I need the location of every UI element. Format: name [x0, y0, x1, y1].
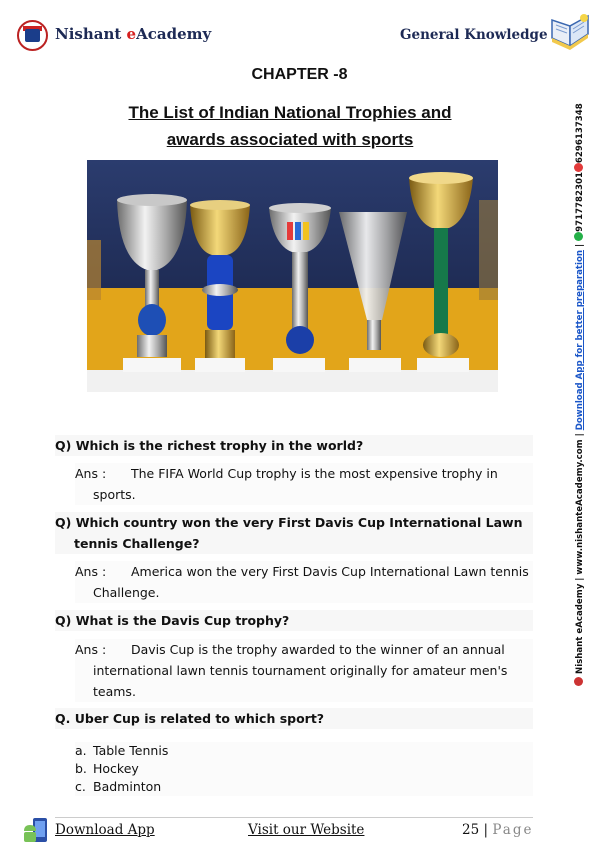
- answer-text: America won the very First Davis Cup International Lawn tennis Challenge.: [93, 564, 529, 600]
- answer-text: The FIFA World Cup trophy is the most expensive trophy in sports.: [93, 466, 498, 502]
- question-2: Q) Which country won the very First Davis Cup International Lawn tennis Challenge?: [55, 512, 533, 554]
- page-header: [0, 0, 599, 70]
- academy-logo: [17, 20, 48, 51]
- download-app-link[interactable]: Download App for better preparation: [575, 249, 585, 431]
- option-b: b. Hockey: [75, 761, 139, 776]
- footer-divider: [55, 817, 533, 818]
- brand-name: Nishant eAcademy: [55, 25, 212, 43]
- visit-website-link[interactable]: Visit our Website: [248, 822, 365, 838]
- whatsapp-icon: [574, 232, 583, 241]
- option-a: a. Table Tennis: [75, 743, 169, 758]
- side-banner: Nishant eAcademy | www.nishanteAcademy.com | Download App for better preparation | 97177823016296137348: [574, 86, 590, 686]
- options-list: [75, 742, 533, 796]
- answer-2: Ans : America won the very First Davis Cup International Lawn tennis Challenge.: [75, 561, 533, 603]
- trophies-photo: [87, 160, 498, 392]
- question-1: Q) Which is the richest trophy in the world?: [55, 435, 533, 456]
- website-link[interactable]: www.nishanteAcademy.com: [575, 439, 585, 575]
- answer-1: Ans : The FIFA World Cup trophy is the most expensive trophy in sports.: [75, 463, 533, 505]
- answer-text: Davis Cup is the trophy awarded to the winner of an annual international lawn tennis tournament originally for amateur men's teams.: [93, 642, 508, 699]
- section-title: General Knowledge: [400, 27, 548, 43]
- android-app-icon[interactable]: [22, 817, 50, 845]
- question-3: Q) What is the Davis Cup trophy?: [55, 610, 533, 631]
- chapter-heading: CHAPTER -8: [251, 66, 348, 83]
- download-app-link[interactable]: Download App: [55, 822, 155, 838]
- answer-3: Ans : Davis Cup is the trophy awarded to the winner of an annual international lawn tennis tournament originally for amateur men's teams.: [75, 639, 533, 702]
- open-book-icon: [548, 12, 594, 54]
- option-c: c. Badminton: [75, 779, 162, 794]
- phone-number-2[interactable]: 6296137348: [575, 103, 585, 164]
- academy-logo-small-icon: [574, 677, 583, 686]
- page-number: 25 | Page: [462, 822, 534, 838]
- phone-icon: [574, 163, 583, 172]
- page-title: The List of Indian National Trophies and awards associated with sports: [128, 103, 452, 149]
- question-4: Q. Uber Cup is related to which sport?: [55, 708, 533, 729]
- phone-number-1[interactable]: 9717782301: [575, 172, 585, 232]
